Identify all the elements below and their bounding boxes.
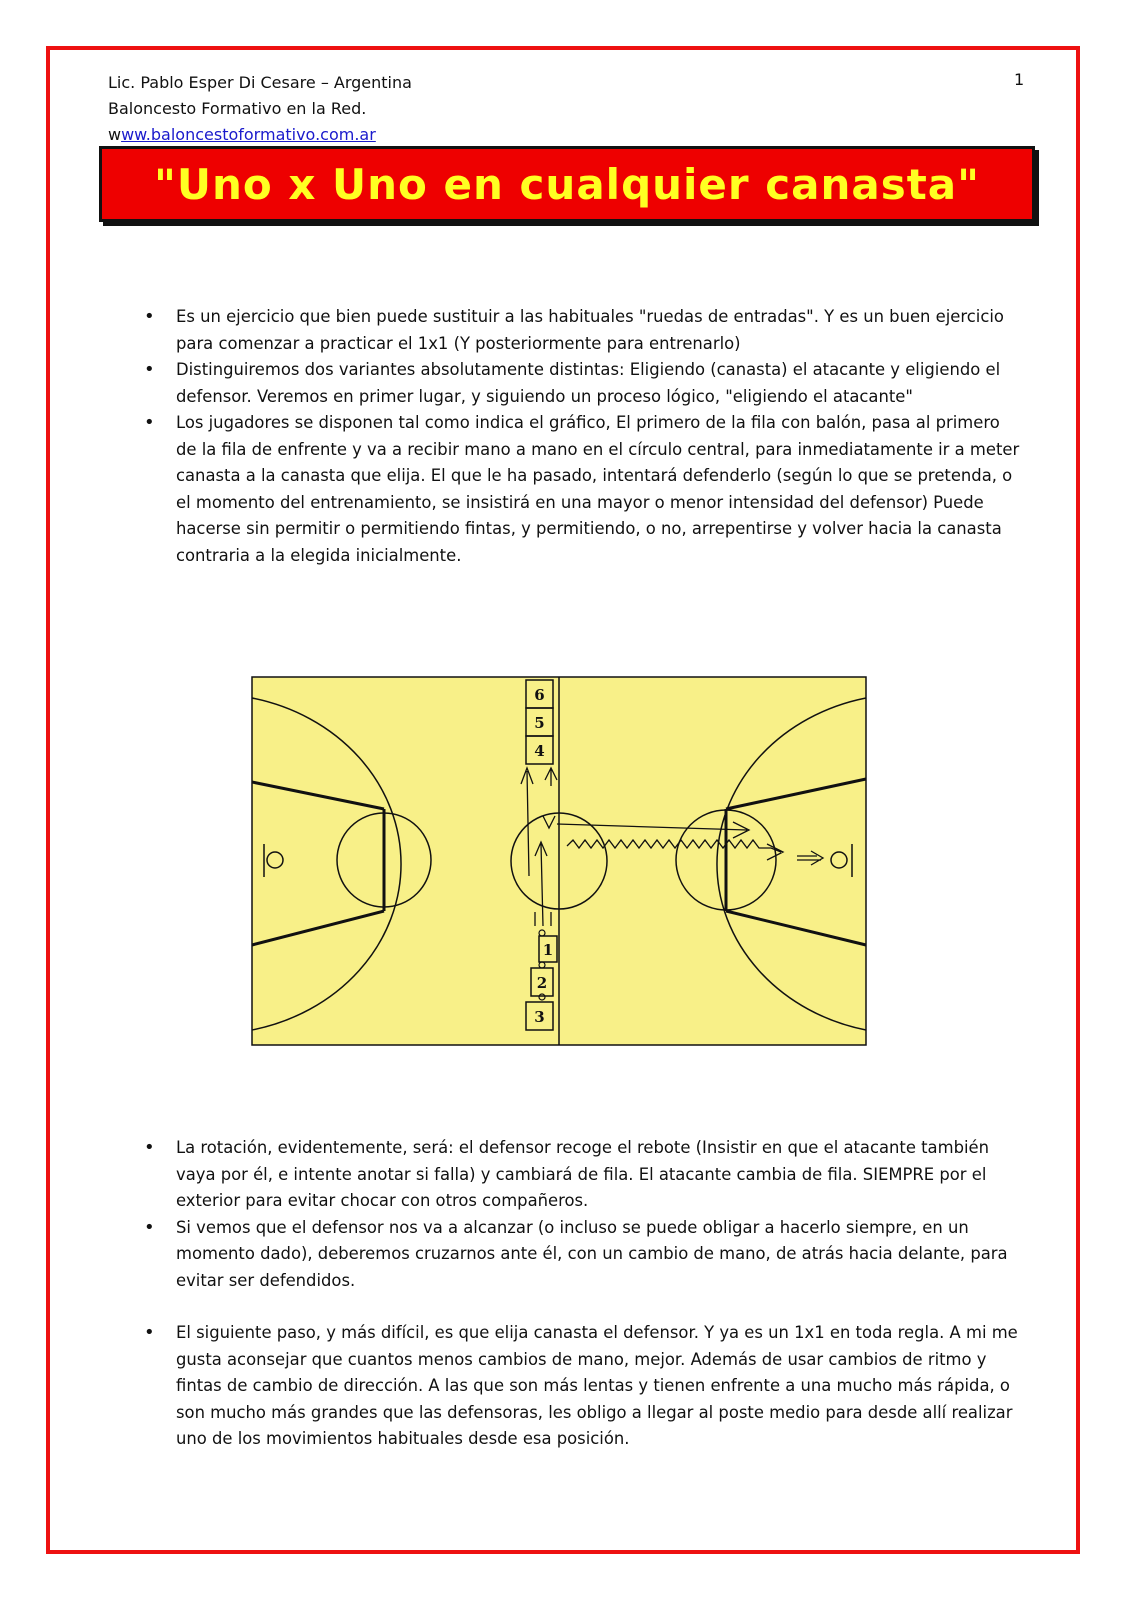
player-label: 4 (534, 742, 545, 760)
player-label: 3 (534, 1008, 545, 1026)
url-prefix: w (108, 125, 122, 144)
page-title: "Uno x Uno en cualquier canasta" (153, 159, 981, 209)
bullet-item: • El siguiente paso, y más difícil, es que elija canasta el defensor. Y ya es un 1x1 en toda regla. A mi me gusta aconsejar que cuantos menos cambios de mano, mejor. Además de usar cambios de ritmo y fintas de cambio de dirección. A las que son más lentas y tienen enfrente a una mucho más rápida, o son mucho más grandes que las defensoras, les obligo a llegar al poste medio para desde allí realizar uno de los movimientos habituales desde esa posición. (140, 1320, 1020, 1453)
bullet-item: • Distinguiremos dos variantes absolutamente distintas: Eligiendo (canasta) el atacante y eligiendo el defensor. Veremos en primer lugar, y siguiendo un proceso lógico, "eligiendo el atacante" (140, 357, 1020, 410)
bullet-item: • Si vemos que el defensor nos va a alcanzar (o incluso se puede obligar a hacerlo siempre, en un momento dado), deberemos cruzarnos ante él, con un cambio de mano, de atrás hacia delante, para evitar ser defendidos. (140, 1215, 1020, 1295)
bullet-item: • La rotación, evidentemente, será: el defensor recoge el rebote (Insistir en que el atacante también vaya por él, e intente anotar si falla) y cambiará de fila. El atacante cambia de fila. SIEMPRE por el exterior para evitar chocar con otros compañeros. (140, 1135, 1020, 1215)
author-line: Lic. Pablo Esper Di Cesare – Argentina (108, 73, 412, 92)
title-banner (99, 146, 1035, 222)
site-name: Baloncesto Formativo en la Red. (108, 99, 367, 118)
url-line (108, 122, 412, 148)
website-link[interactable]: ww.baloncestoformativo.com.ar (121, 125, 376, 144)
player-label: 5 (534, 714, 545, 732)
page-number: 1 (1014, 70, 1025, 89)
bullet-item: • Es un ejercicio que bien puede sustituir a las habituales "ruedas de entradas". Y es un buen ejercicio para comenzar a practicar el 1x1 (Y posteriormente para entrenarlo) (140, 304, 1020, 357)
player-label: 2 (536, 974, 548, 992)
court-diagram (251, 676, 867, 1046)
player-label: 1 (542, 941, 554, 959)
intro-bullet-list (140, 304, 1020, 569)
player-label: 6 (534, 686, 545, 704)
header (108, 70, 412, 148)
bullet-item: • Los jugadores se disponen tal como indica el gráfico, El primero de la fila con balón, pasa al primero de la fila de enfrente y va a recibir mano a mano en el círculo central, para inmediatamente ir a meter canasta a la canasta que elija. El que le ha pasado, intentará defenderlo (según lo que se pretenda, o el momento del entrenamiento, se insistirá en una mayor o menor intensidad del defensor) Puede hacerse sin permitir o permitiendo fintas, y permitiendo, o no, arrepentirse y volver hacia la canasta contraria a la elegida inicialmente. (140, 410, 1020, 569)
closing-bullet-list (140, 1135, 1020, 1453)
